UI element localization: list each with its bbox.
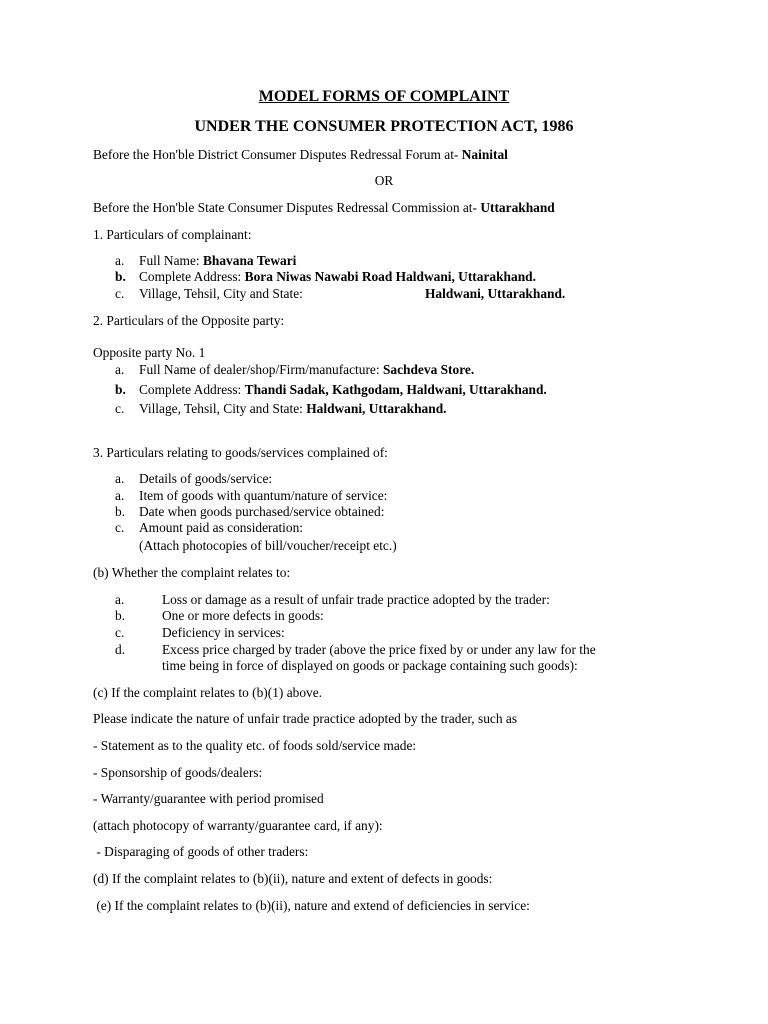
section-3-heading: 3. Particulars relating to goods/services complained of: bbox=[93, 445, 388, 460]
opposite-party-village: Village, Tehsil, City and State: Haldwani, Uttarakhand. bbox=[139, 401, 447, 416]
section-2-heading: 2. Particulars of the Opposite party: bbox=[93, 313, 285, 328]
complaint-type-loss: Loss or damage as a result of unfair trade practice adopted by the trader: bbox=[162, 592, 550, 607]
list-marker: d. bbox=[115, 642, 126, 657]
list-marker: a. bbox=[115, 362, 125, 377]
list-marker: a. bbox=[115, 471, 125, 486]
complainant-village: Village, Tehsil, City and State: bbox=[139, 286, 303, 301]
list-marker: b. bbox=[115, 608, 126, 623]
complainant-name: Full Name: Bhavana Tewari bbox=[139, 253, 297, 268]
practice-disparaging: - Disparaging of goods of other traders: bbox=[93, 844, 309, 859]
practice-sponsorship: - Sponsorship of goods/dealers: bbox=[93, 765, 263, 780]
forum-line: Before the Hon'ble District Consumer Disputes Redressal Forum at- Nainital bbox=[93, 147, 508, 162]
complainant-address: Complete Address: Bora Niwas Nawabi Road Haldwani, Uttarakhand. bbox=[139, 269, 536, 284]
goods-details: Details of goods/service: bbox=[139, 471, 273, 486]
list-marker: a. bbox=[115, 592, 125, 607]
section-b-heading: (b) Whether the complaint relates to: bbox=[93, 565, 291, 580]
list-marker: c. bbox=[115, 286, 125, 301]
practice-warranty-note: (attach photocopy of warranty/guarantee card, if any): bbox=[93, 818, 383, 833]
list-marker: b. bbox=[115, 382, 126, 397]
or-separator: OR bbox=[374, 173, 394, 188]
complaint-type-excess-price-cont: time being in force of displayed on goods or package containing such goods): bbox=[162, 658, 578, 673]
list-marker: c. bbox=[115, 520, 125, 535]
section-c-line: (c) If the complaint relates to (b)(1) above. bbox=[93, 685, 323, 700]
practice-statement: - Statement as to the quality etc. of foods sold/service made: bbox=[93, 738, 417, 753]
section-d-line: (d) If the complaint relates to (b)(ii), nature and extent of defects in goods: bbox=[93, 871, 493, 886]
opposite-party-name: Full Name of dealer/shop/Firm/manufacture: Sachdeva Store. bbox=[139, 362, 475, 377]
indicate-line: Please indicate the nature of unfair trade practice adopted by the trader, such as bbox=[93, 711, 518, 726]
list-marker: c. bbox=[115, 625, 125, 640]
list-marker: a. bbox=[115, 488, 125, 503]
goods-item: Item of goods with quantum/nature of service: bbox=[139, 488, 388, 503]
complaint-type-defects: One or more defects in goods: bbox=[162, 608, 324, 623]
list-marker: a. bbox=[115, 253, 125, 268]
opposite-party-address: Complete Address: Thandi Sadak, Kathgodam, Haldwani, Uttarakhand. bbox=[139, 382, 547, 397]
list-marker: b. bbox=[115, 504, 126, 519]
list-marker: b. bbox=[115, 269, 126, 284]
goods-amount: Amount paid as consideration: bbox=[139, 520, 304, 535]
document-title: MODEL FORMS OF COMPLAINT bbox=[258, 88, 510, 105]
goods-note: (Attach photocopies of bill/voucher/receipt etc.) bbox=[139, 538, 397, 553]
complaint-type-excess-price: Excess price charged by trader (above the price fixed by or under any law for the bbox=[162, 642, 596, 657]
commission-line: Before the Hon'ble State Consumer Disputes Redressal Commission at- Uttarakhand bbox=[93, 200, 555, 215]
complaint-type-deficiency: Deficiency in services: bbox=[162, 625, 285, 640]
goods-date: Date when goods purchased/service obtained: bbox=[139, 504, 385, 519]
section-1-heading: 1. Particulars of complainant: bbox=[93, 227, 252, 242]
document-subtitle: UNDER THE CONSUMER PROTECTION ACT, 1986 bbox=[194, 118, 574, 135]
list-marker: c. bbox=[115, 401, 125, 416]
section-e-line: (e) If the complaint relates to (b)(ii), nature and extend of deficiencies in service: bbox=[93, 898, 530, 913]
complainant-village-value: Haldwani, Uttarakhand. bbox=[425, 286, 566, 301]
practice-warranty: - Warranty/guarantee with period promised bbox=[93, 791, 324, 806]
opposite-party-label: Opposite party No. 1 bbox=[93, 345, 206, 360]
